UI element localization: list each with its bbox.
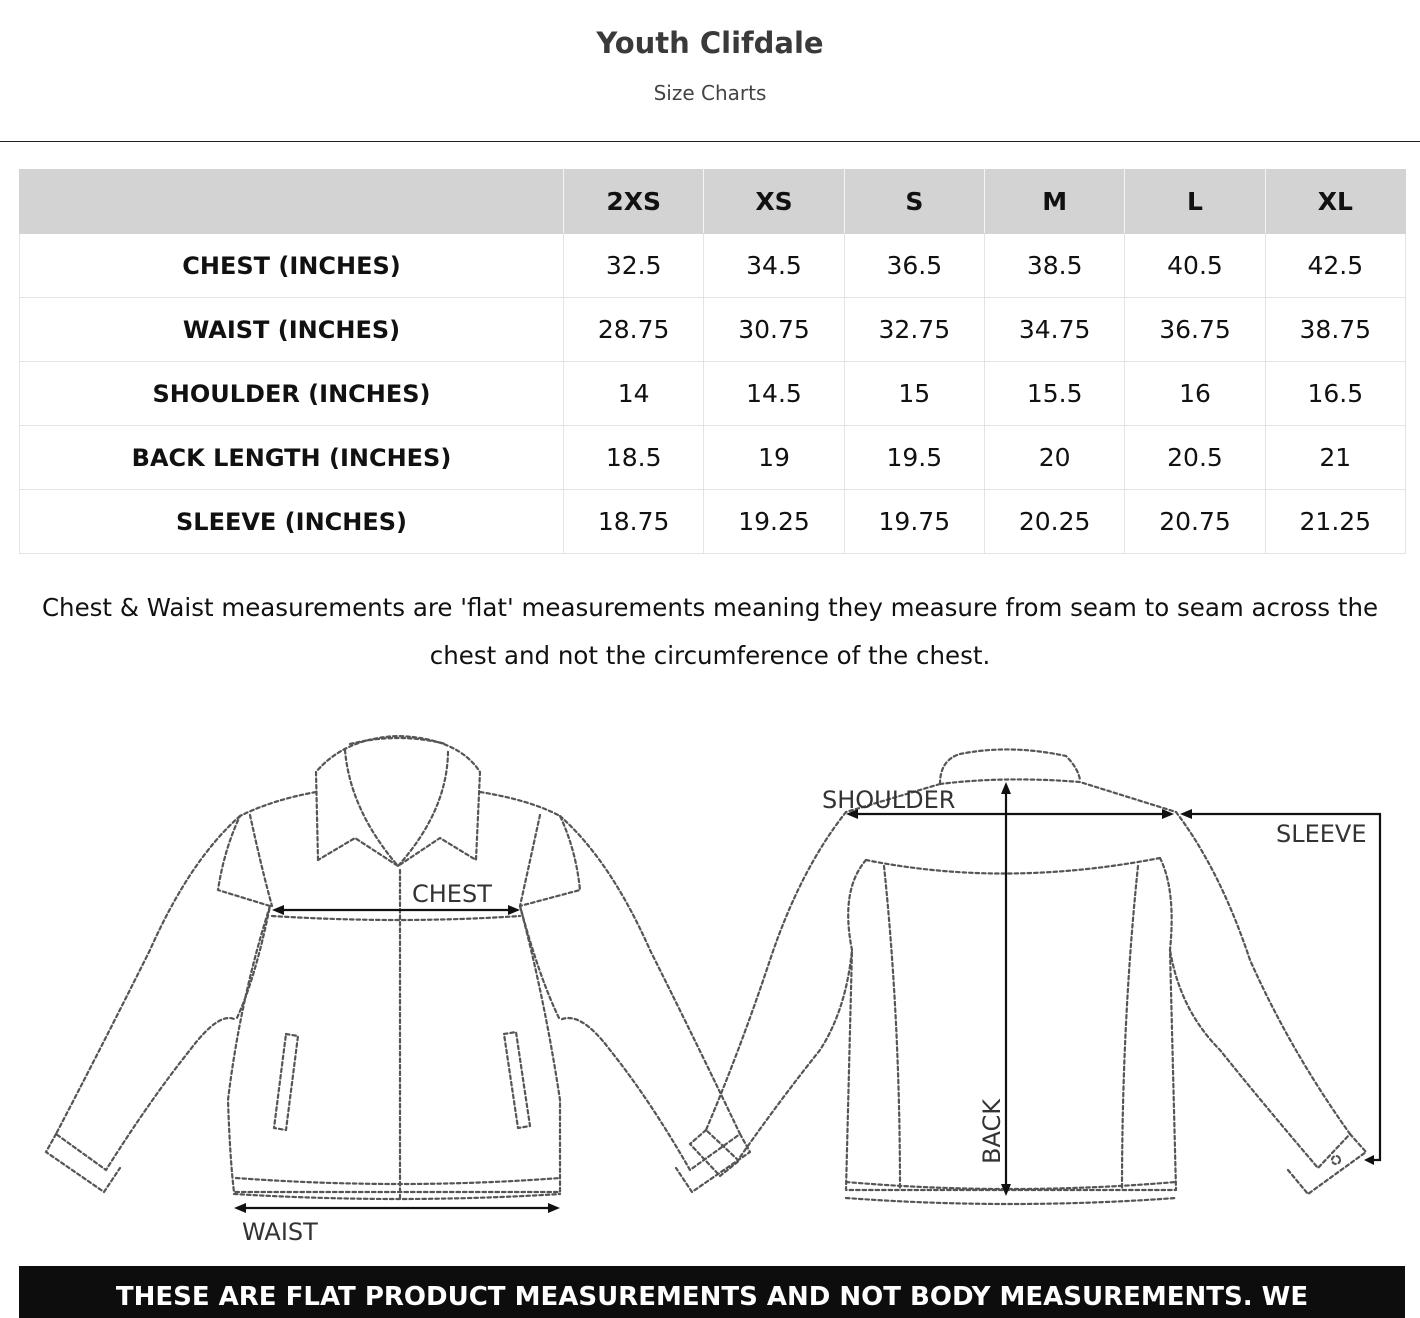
table-cell: 40.5: [1125, 234, 1265, 298]
table-cell: 20.75: [1125, 490, 1265, 554]
row-label: CHEST (INCHES): [20, 234, 564, 298]
table-cell: 32.75: [844, 298, 984, 362]
table-cell: 20.5: [1125, 426, 1265, 490]
table-cell: 19.75: [844, 490, 984, 554]
waist-measure-line: [234, 1203, 560, 1213]
table-header-cell: XS: [704, 170, 844, 234]
table-cell: 14: [564, 362, 704, 426]
jacket-front-illustration: [46, 736, 750, 1199]
table-header-cell: S: [844, 170, 984, 234]
measurement-note: [0, 584, 1420, 680]
table-cell: 21: [1265, 426, 1405, 490]
table-header-cell: XL: [1265, 170, 1405, 234]
table-cell: 18.5: [564, 426, 704, 490]
table-cell: 21.25: [1265, 490, 1405, 554]
table-cell: 20.25: [984, 490, 1124, 554]
size-chart-table: [19, 169, 1406, 554]
jacket-measurement-diagram: [0, 720, 1420, 1260]
table-cell: 42.5: [1265, 234, 1405, 298]
table-cell: 16.5: [1265, 362, 1405, 426]
chest-label: CHEST: [412, 880, 492, 908]
table-header-cell: [20, 170, 564, 234]
table-cell: 16: [1125, 362, 1265, 426]
row-label: SLEEVE (INCHES): [20, 490, 564, 554]
table-cell: 32.5: [564, 234, 704, 298]
sleeve-label: SLEEVE: [1276, 820, 1367, 848]
waist-label: WAIST: [242, 1218, 318, 1246]
shoulder-label: SHOULDER: [822, 786, 956, 814]
table-header-cell: 2XS: [564, 170, 704, 234]
table-row: [20, 298, 1406, 362]
table-header-row: [20, 170, 1406, 234]
table-cell: 19.25: [704, 490, 844, 554]
page-header: [0, 0, 1420, 142]
note-line: Chest & Waist measurements are 'flat' measurements meaning they measure from seam to seam across the: [41, 593, 1379, 622]
table-row: [20, 426, 1406, 490]
table-cell: 36.75: [1125, 298, 1265, 362]
table-cell: 28.75: [564, 298, 704, 362]
table-cell: 15: [844, 362, 984, 426]
row-label: BACK LENGTH (INCHES): [20, 426, 564, 490]
back-label: BACK: [978, 1099, 1006, 1164]
table-row: [20, 362, 1406, 426]
table-cell: 18.75: [564, 490, 704, 554]
table-cell: 34.5: [704, 234, 844, 298]
table-header-cell: M: [984, 170, 1124, 234]
disclaimer-banner: THESE ARE FLAT PRODUCT MEASUREMENTS AND NOT BODY MEASUREMENTS. WE: [19, 1266, 1405, 1318]
sleeve-measure-line: [1180, 809, 1380, 1165]
page-title: Youth Clifdale: [596, 26, 824, 60]
table-cell: 15.5: [984, 362, 1124, 426]
table-row: [20, 234, 1406, 298]
table-cell: 36.5: [844, 234, 984, 298]
table-cell: 38.5: [984, 234, 1124, 298]
table-cell: 19: [704, 426, 844, 490]
table-row: [20, 490, 1406, 554]
table-cell: 30.75: [704, 298, 844, 362]
table-cell: 19.5: [844, 426, 984, 490]
table-cell: 20: [984, 426, 1124, 490]
row-label: SHOULDER (INCHES): [20, 362, 564, 426]
table-cell: 34.75: [984, 298, 1124, 362]
jacket-back-illustration: [690, 749, 1366, 1204]
table-cell: 14.5: [704, 362, 844, 426]
page-subtitle: Size Charts: [653, 81, 767, 105]
table-header-cell: L: [1125, 170, 1265, 234]
row-label: WAIST (INCHES): [20, 298, 564, 362]
note-line: chest and not the circumference of the chest.: [429, 641, 991, 670]
table-cell: 38.75: [1265, 298, 1405, 362]
